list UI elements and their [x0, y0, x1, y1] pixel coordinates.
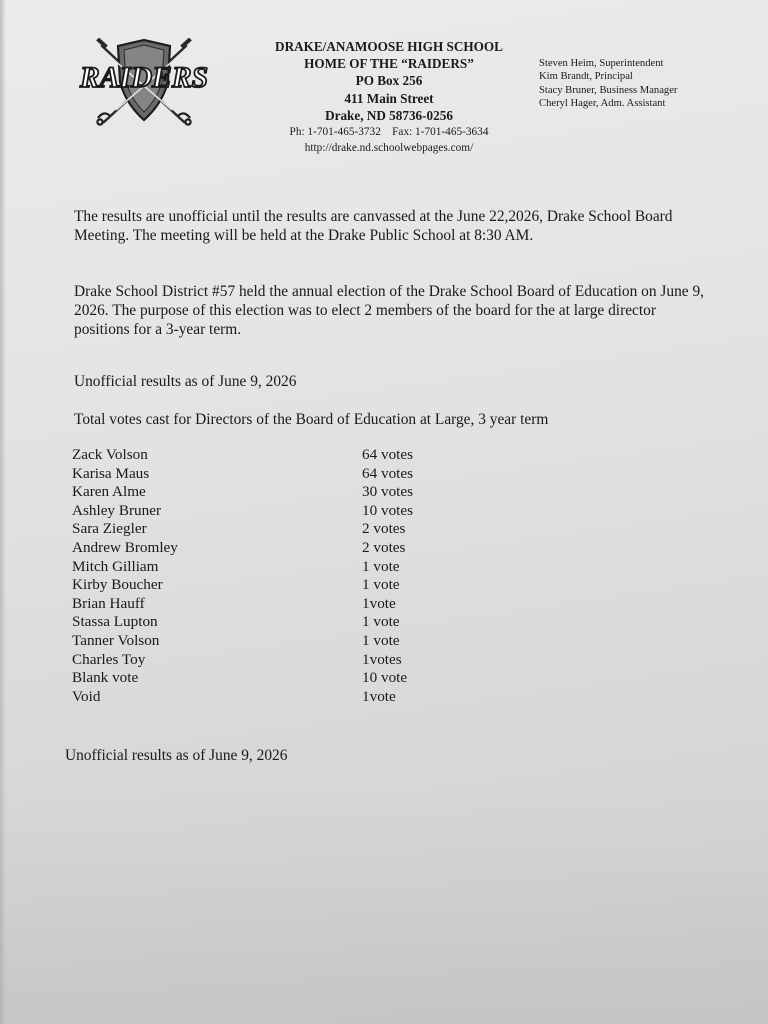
candidate-votes: 1 vote	[362, 631, 400, 649]
result-row	[64, 520, 484, 539]
candidate-votes: 2 votes	[362, 538, 406, 556]
school-name-address	[258, 38, 520, 124]
result-row	[64, 465, 484, 484]
website-url: http://drake.nd.schoolwebpages.com/	[304, 141, 474, 154]
total-votes-heading: Total votes cast for Directors of the Board of Education at Large, 3 year term	[74, 411, 549, 428]
candidate-votes: 1vote	[362, 594, 396, 612]
staff-business-manager: Stacy Bruner, Business Manager	[539, 84, 678, 96]
candidate-name: Karisa Maus	[72, 464, 150, 482]
candidate-name: Andrew Bromley	[72, 538, 178, 556]
candidate-votes: 30 votes	[362, 483, 414, 501]
contact-info	[258, 125, 520, 156]
result-row	[64, 539, 484, 558]
candidate-votes: 1vote	[362, 687, 396, 705]
candidate-votes: 1 vote	[362, 576, 400, 594]
unofficial-results-heading: Unofficial results as of June 9, 2026	[74, 373, 297, 390]
result-row	[64, 651, 484, 670]
candidate-votes: 64 votes	[362, 446, 414, 463]
street-address: 411 Main Street	[344, 90, 434, 106]
staff-adm-assistant: Cheryl Hager, Adm. Assistant	[539, 98, 666, 110]
school-name: DRAKE/ANAMOOSE HIGH SCHOOL	[275, 39, 503, 54]
results-list	[64, 446, 484, 706]
candidate-name: Brian Hauff	[72, 594, 145, 612]
page-lower-shading	[0, 780, 768, 1024]
city-state-zip: Drake, ND 58736-0256	[325, 107, 453, 123]
staff-superintendent: Steven Heim, Superintendent	[539, 58, 664, 69]
result-row	[64, 669, 484, 688]
po-box: PO Box 256	[355, 73, 423, 89]
candidate-name: Stassa Lupton	[72, 613, 158, 631]
staff-principal: Kim Brandt, Principal	[539, 71, 633, 83]
candidate-votes: 10 votes	[362, 501, 414, 519]
candidate-votes: 64 votes	[362, 464, 414, 482]
election-description-paragraph: Drake School District #57 held the annual election of the Drake School Board of Education on June 9, 2026. The purpose of this election was to elect 2 members of the board for the at large director positions for a 3-year term.	[74, 283, 704, 338]
result-row	[64, 688, 484, 707]
candidate-votes: 1votes	[362, 650, 402, 668]
candidate-name: Kirby Boucher	[72, 576, 163, 594]
candidate-name: Tanner Volson	[72, 631, 160, 649]
staff-list	[539, 57, 677, 111]
result-row	[64, 576, 484, 595]
candidate-votes: 1 vote	[362, 613, 400, 631]
candidate-name: Blank vote	[72, 669, 139, 687]
candidate-name: Zack Volson	[72, 446, 148, 463]
result-row	[64, 632, 484, 651]
footer-unofficial-note: Unofficial results as of June 9, 2026	[65, 747, 288, 764]
candidate-name: Ashley Bruner	[72, 501, 161, 519]
raiders-logo	[76, 38, 212, 128]
candidate-name: Void	[72, 687, 101, 705]
phone-fax: Ph: 1-701-465-3732 Fax: 1-701-465-3634	[289, 126, 489, 138]
result-row	[64, 595, 484, 614]
school-motto: HOME OF THE “RAIDERS”	[304, 56, 474, 72]
candidate-name: Mitch Gilliam	[72, 557, 159, 575]
result-row	[64, 483, 484, 502]
logo-wordmark: RAIDERS	[79, 61, 208, 94]
candidate-name: Charles Toy	[72, 650, 146, 668]
result-row	[64, 502, 484, 521]
candidate-name: Sara Ziegler	[72, 520, 147, 538]
candidate-name: Karen Alme	[72, 483, 146, 501]
candidate-votes: 2 votes	[362, 520, 406, 538]
result-row	[64, 613, 484, 632]
result-row	[64, 446, 484, 465]
result-row	[64, 558, 484, 577]
candidate-votes: 1 vote	[362, 557, 400, 575]
canvass-notice-paragraph: The results are unofficial until the results are canvassed at the June 22,2026, Drake School Board Meeting. The meeting will be held at the Drake Public School at 8:30 AM.	[74, 208, 673, 244]
candidate-votes: 10 vote	[362, 669, 408, 687]
